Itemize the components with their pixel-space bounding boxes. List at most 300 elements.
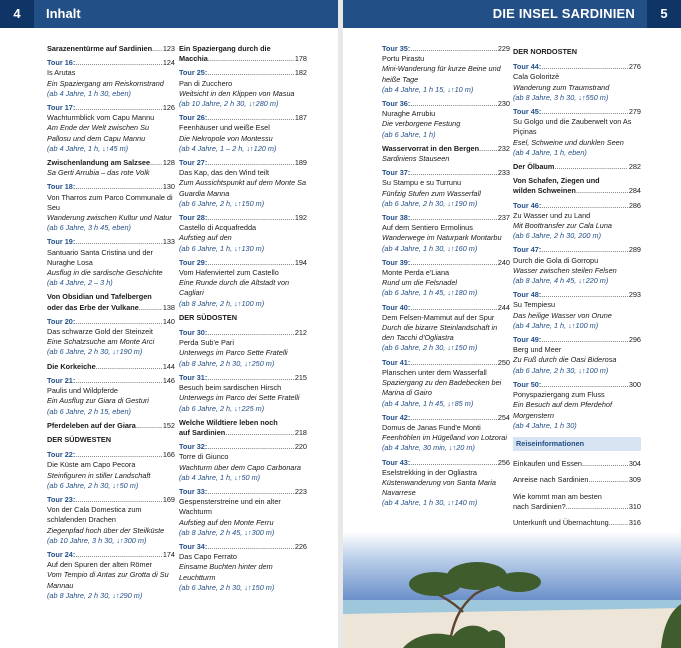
tour-place: Auf dem Sentiero Ermolinus bbox=[382, 223, 473, 233]
dot-leader bbox=[75, 237, 162, 247]
tour-place: Perda Sub'e Pari bbox=[179, 338, 234, 348]
entry-title-line: Welche Wildtiere leben noch bbox=[179, 417, 278, 427]
tour-details: (ab 6 Jahre, 2 h 30, 200 m) bbox=[513, 231, 602, 241]
tour-details: (ab 8 Jahre, 2 h 30, ↓↑290 m) bbox=[47, 590, 143, 600]
toc-label: Tour 32: bbox=[179, 442, 208, 452]
dot-leader bbox=[410, 303, 497, 313]
toc-line bbox=[47, 450, 175, 460]
toc-label: Pferdeleben auf der Giara bbox=[47, 420, 136, 430]
page-ref: 233 bbox=[497, 168, 510, 178]
tour-description: Die Nekropole von Montessu bbox=[179, 133, 273, 143]
toc-label: Tour 18: bbox=[47, 182, 76, 192]
toc-label: Tour 48: bbox=[513, 290, 542, 300]
toc-tour-entry bbox=[513, 245, 641, 286]
toc-label: Tour 20: bbox=[47, 316, 76, 326]
toc-label: Tour 25: bbox=[179, 68, 208, 78]
page-ref: 194 bbox=[294, 257, 307, 267]
toc-label: Tour 39: bbox=[382, 257, 411, 267]
toc-line bbox=[47, 44, 175, 54]
toc-label: Unterkunft und Übernachtung bbox=[513, 517, 609, 527]
dot-leader bbox=[207, 487, 294, 497]
dot-leader bbox=[410, 258, 497, 268]
tour-details: (ab 6 Jahre, 2 h 30, ↓↑100 m) bbox=[513, 365, 609, 375]
dot-leader bbox=[207, 113, 294, 123]
toc-line bbox=[47, 317, 175, 327]
toc-label: Tour 29: bbox=[179, 257, 208, 267]
tour-description: Küstenwanderung von Santa Maria Navarrese bbox=[382, 477, 496, 498]
tour-details: (ab 6 Jahre, 2 h 30, ↓↑150 m) bbox=[382, 343, 478, 353]
toc-entry-line bbox=[179, 418, 307, 438]
toc-entry-line bbox=[179, 44, 307, 64]
tour-description: Aufstieg auf den bbox=[179, 233, 232, 243]
toc-label: Die Korkeiche bbox=[47, 361, 96, 371]
tour-details: (ab 6 Jahre, 2 h 30, ↓↑50 m) bbox=[47, 480, 139, 490]
tour-description: Ein Besuch auf dem Pferdehof Morgenstern bbox=[513, 400, 612, 420]
toc-entry bbox=[179, 418, 307, 438]
tour-description: Wachturm über dem Capo Carbonara bbox=[179, 462, 301, 472]
toc-tour-entry bbox=[47, 58, 175, 99]
toc-tour-entry bbox=[513, 290, 641, 331]
tour-description: Wasser zwischen steilen Felsen bbox=[513, 265, 617, 275]
page-ref: 169 bbox=[162, 494, 175, 504]
dot-leader bbox=[576, 186, 628, 196]
toc-label: wilden Schweinen bbox=[513, 186, 576, 196]
toc-label: Tour 34: bbox=[179, 541, 208, 551]
tour-place: Gespensterstreine und ein alter Wachturm bbox=[179, 497, 281, 517]
toc-column-4 bbox=[513, 44, 641, 567]
toc-line bbox=[179, 258, 307, 268]
dot-leader bbox=[207, 328, 294, 338]
page-ref: 296 bbox=[628, 335, 641, 345]
page-ref: 138 bbox=[162, 302, 175, 312]
tour-details: (ab 6 Jahre, 2 h, ↓↑150 m) bbox=[179, 198, 265, 208]
page-ref: 237 bbox=[497, 213, 510, 223]
tour-description: Die verborgene Festung bbox=[382, 119, 461, 129]
tour-details: (ab 8 Jahre, 4 h 45, ↓↑220 m) bbox=[513, 276, 609, 286]
toc-line bbox=[382, 213, 510, 223]
toc-entry-line bbox=[47, 44, 175, 54]
tour-details: (ab 6 Jahre, 3 h 45, eben) bbox=[47, 223, 131, 233]
toc-line bbox=[179, 442, 307, 452]
tour-description: Unterwegs im Parco Sette Fratelli bbox=[179, 348, 288, 358]
toc-line bbox=[47, 303, 175, 313]
toc-line bbox=[513, 502, 641, 512]
page-ref: 300 bbox=[628, 379, 641, 389]
page-ref: 310 bbox=[628, 501, 641, 511]
tour-place: Su Stampu e su Turrunu bbox=[382, 178, 462, 188]
dot-leader bbox=[541, 107, 628, 117]
toc-column-3 bbox=[382, 44, 510, 513]
page-ref: 316 bbox=[628, 517, 641, 527]
toc-label: Tour 19: bbox=[47, 237, 76, 247]
dot-leader bbox=[136, 421, 162, 431]
region-heading: DER SÜDOSTEN bbox=[179, 312, 237, 322]
toc-line bbox=[179, 487, 307, 497]
toc-tour-entry bbox=[47, 103, 175, 154]
toc-tour-entry bbox=[382, 413, 510, 454]
tour-place: Von Tharros zum Parco Communale di Seu bbox=[47, 192, 173, 212]
toc-tour-entry bbox=[179, 158, 307, 209]
toc-line bbox=[382, 258, 510, 268]
dot-leader bbox=[207, 442, 294, 452]
tour-place: Berg und Meer bbox=[513, 345, 562, 355]
dot-leader bbox=[410, 413, 497, 423]
dot-leader bbox=[75, 103, 162, 113]
toc-tour-entry bbox=[382, 303, 510, 354]
tour-place: Cala Goloritzè bbox=[513, 72, 560, 82]
tour-place: Eselstrekking in der Ogliastra bbox=[382, 467, 477, 477]
dot-leader bbox=[75, 376, 162, 386]
toc-label: Tour 42: bbox=[382, 412, 411, 422]
tour-description: Weitsicht in den Klippen von Masua bbox=[179, 88, 295, 98]
tour-description: Mit Boottransfer zur Cala Luna bbox=[513, 221, 612, 231]
page-ref: 182 bbox=[294, 68, 307, 78]
toc-label: Tour 49: bbox=[513, 335, 542, 345]
page-ref: 293 bbox=[628, 290, 641, 300]
page-ref: 284 bbox=[628, 186, 641, 196]
toc-tour-entry bbox=[382, 168, 510, 209]
toc-entry-line bbox=[513, 518, 641, 528]
toc-label: Tour 31: bbox=[179, 372, 208, 382]
tour-place: Santuario Santa Cristina und der Nuraghe Losa bbox=[47, 247, 153, 267]
page-ref: 192 bbox=[294, 213, 307, 223]
dot-leader bbox=[582, 459, 628, 469]
dot-leader bbox=[139, 303, 162, 313]
page-ref: 232 bbox=[497, 143, 510, 153]
tour-place: Zu Wasser und zu Land bbox=[513, 210, 591, 220]
dot-leader bbox=[479, 144, 497, 154]
page-ref: 174 bbox=[162, 549, 175, 559]
toc-tour-entry bbox=[513, 62, 641, 103]
dot-leader bbox=[566, 502, 628, 512]
tour-place: Das Kap, das den Wind teilt bbox=[179, 168, 270, 178]
toc-label: nach Sardinien? bbox=[513, 501, 566, 511]
tour-place: Durch die Gola di Gorropu bbox=[513, 255, 599, 265]
tour-description: Feenhöhlen im Hügelland von Lotzorai bbox=[382, 433, 507, 443]
tour-place: Vom Hafenviertel zum Castello bbox=[179, 268, 279, 278]
toc-label: Tour 37: bbox=[382, 168, 411, 178]
page-ref: 276 bbox=[628, 62, 641, 72]
tree-canopy-mid bbox=[447, 562, 507, 590]
toc-line bbox=[513, 475, 641, 485]
page-ref: 124 bbox=[162, 58, 175, 68]
tour-description: Ein Spaziergang am Reiskornstrand bbox=[47, 78, 164, 88]
beach-scene-illustration bbox=[343, 532, 681, 648]
page-ref: 126 bbox=[162, 103, 175, 113]
toc-label: Tour 27: bbox=[179, 158, 208, 168]
tour-place: Is Arutas bbox=[47, 68, 76, 78]
page-ref: 123 bbox=[162, 44, 175, 53]
tour-place: Das schwarze Gold der Steinzeit bbox=[47, 327, 153, 337]
toc-label: Tour 23: bbox=[47, 494, 76, 504]
toc-column-2 bbox=[179, 44, 307, 597]
entry-title-line: Ein Spaziergang durch die bbox=[179, 44, 271, 53]
toc-line bbox=[179, 373, 307, 383]
toc-tour-entry bbox=[47, 182, 175, 233]
tour-details: (ab 4 Jahre, 30 min, ↓↑20 m) bbox=[382, 443, 475, 453]
toc-line bbox=[382, 458, 510, 468]
toc-label: Tour 33: bbox=[179, 486, 208, 496]
toc-line bbox=[47, 495, 175, 505]
toc-tour-entry bbox=[382, 458, 510, 509]
toc-entry-line bbox=[47, 362, 175, 372]
toc-label: Macchia bbox=[179, 54, 208, 64]
tour-details: (ab 10 Jahre, 2 h 30, ↓↑280 m) bbox=[179, 99, 279, 109]
toc-line bbox=[382, 303, 510, 313]
toc-tour-entry bbox=[47, 237, 175, 288]
toc-line bbox=[179, 428, 307, 438]
dot-leader bbox=[75, 495, 162, 505]
travel-info-heading: Reiseinformationen bbox=[513, 437, 641, 451]
page-ref: 250 bbox=[497, 357, 510, 367]
tour-description: Aufstieg auf den Monte Ferru bbox=[179, 517, 274, 527]
toc-entry-line bbox=[513, 492, 641, 512]
toc-tour-entry bbox=[179, 487, 307, 538]
toc-label: Tour 16: bbox=[47, 58, 76, 68]
dot-leader bbox=[75, 550, 162, 560]
toc-entry bbox=[47, 44, 175, 54]
page-ref: 220 bbox=[294, 442, 307, 452]
dot-leader bbox=[410, 168, 497, 178]
toc-line bbox=[47, 376, 175, 386]
tour-description: Zum Aussichtspunkt auf dem Monte Sa Guardia Manna bbox=[179, 178, 307, 198]
toc-line bbox=[47, 550, 175, 560]
left-page-header bbox=[0, 0, 338, 28]
tour-description: Esel, Schweine und dunklen Seen bbox=[513, 137, 624, 147]
dot-leader bbox=[207, 542, 294, 552]
tour-details: (ab 4 Jahre, 1 h 45, ↓↑85 m) bbox=[382, 398, 474, 408]
toc-tour-entry bbox=[47, 450, 175, 491]
sand bbox=[343, 608, 681, 648]
toc-tour-entry bbox=[179, 113, 307, 154]
toc-line bbox=[513, 107, 641, 117]
toc-tour-entry bbox=[47, 550, 175, 601]
toc-label: Tour 38: bbox=[382, 213, 411, 223]
tour-place: Dem Felsen-Mammut auf der Spur bbox=[382, 312, 495, 322]
toc-line bbox=[47, 158, 175, 168]
dot-leader bbox=[541, 335, 628, 345]
page-ref: 304 bbox=[628, 459, 641, 469]
toc-tour-entry bbox=[47, 376, 175, 417]
toc-label: Tour 47: bbox=[513, 245, 542, 255]
toc-line bbox=[179, 328, 307, 338]
dot-leader bbox=[410, 458, 497, 468]
toc-label: Tour 35: bbox=[382, 44, 411, 53]
left-page-title: Inhalt bbox=[46, 6, 81, 21]
tour-place: Die Küste am Capo Pecora bbox=[47, 460, 136, 470]
toc-line bbox=[382, 99, 510, 109]
toc-tour-entry bbox=[513, 335, 641, 376]
page-ref: 212 bbox=[294, 328, 307, 338]
toc-feature-entry bbox=[382, 144, 510, 164]
toc-label: Tour 22: bbox=[47, 450, 76, 460]
page-ref: 215 bbox=[294, 372, 307, 382]
dot-leader bbox=[541, 290, 628, 300]
toc-label: Sarazenentürme auf Sardinien bbox=[47, 44, 153, 53]
toc-tour-entry bbox=[382, 358, 510, 409]
toc-label: Tour 28: bbox=[179, 213, 208, 223]
toc-entry-line bbox=[513, 475, 641, 485]
toc-line bbox=[513, 380, 641, 390]
dot-leader bbox=[75, 182, 162, 192]
toc-line bbox=[179, 158, 307, 168]
left-page-number: 4 bbox=[0, 0, 34, 28]
page-ref: 152 bbox=[162, 420, 175, 430]
toc-label: Tour 40: bbox=[382, 302, 411, 312]
tour-details: (ab 4 Jahre, 1 h, eben) bbox=[513, 147, 587, 157]
toc-label: Tour 44: bbox=[513, 62, 542, 72]
page-ref: 166 bbox=[162, 450, 175, 460]
tour-details: (ab 6 Jahre, 2 h 30, ↓↑190 m) bbox=[47, 347, 143, 357]
toc-column-1 bbox=[47, 44, 175, 605]
toc-entry bbox=[179, 44, 307, 64]
toc-label: Tour 46: bbox=[513, 200, 542, 210]
page-ref: 279 bbox=[628, 107, 641, 117]
page-ref: 223 bbox=[294, 486, 307, 496]
tour-place: Nuraghe Arrubiu bbox=[382, 109, 436, 119]
tour-description: Fünfzig Stufen zum Wasserfall bbox=[382, 188, 481, 198]
tour-details: (ab 8 Jahre, 3 h 30, ↓↑550 m) bbox=[513, 92, 609, 102]
toc-line bbox=[382, 413, 510, 423]
tour-description: Einsame Buchten hinter dem Leuchtturm bbox=[179, 562, 273, 582]
toc-line bbox=[513, 62, 641, 72]
toc-entry bbox=[513, 475, 641, 485]
tour-place: Feenhäuser und weiße Esel bbox=[179, 123, 270, 133]
dot-leader bbox=[75, 317, 162, 327]
dot-leader bbox=[410, 213, 497, 223]
entry-title-line: Von Obsidian und Tafelbergen bbox=[47, 292, 152, 302]
dot-leader bbox=[207, 258, 294, 268]
tour-description: Eine Runde durch die Altstadt von Cagliari bbox=[179, 278, 290, 298]
toc-line bbox=[513, 201, 641, 211]
dot-leader bbox=[207, 213, 294, 223]
toc-feature-entry bbox=[47, 158, 175, 178]
toc-line bbox=[513, 186, 641, 196]
toc-line bbox=[513, 162, 641, 172]
tour-description: Rund um die Felsnadel bbox=[382, 278, 458, 288]
tour-details: (ab 6 Jahre, 2 h 15, eben) bbox=[47, 406, 131, 416]
toc-line bbox=[47, 58, 175, 68]
toc-entry-line bbox=[47, 421, 175, 431]
toc-label: Wasservorrat in den Bergen bbox=[382, 143, 480, 153]
toc-line bbox=[179, 54, 307, 64]
toc-tour-entry bbox=[179, 373, 307, 414]
toc-line bbox=[179, 542, 307, 552]
tour-place: Su Tempiesu bbox=[513, 300, 556, 310]
tour-details: (ab 4 Jahre, 1 h 30) bbox=[513, 420, 577, 430]
tour-place: Besuch beim sardischen Hirsch bbox=[179, 383, 282, 393]
right-page-number: 5 bbox=[647, 0, 681, 28]
toc-label: Tour 43: bbox=[382, 457, 411, 467]
dot-leader bbox=[541, 380, 628, 390]
page-ref: 256 bbox=[497, 457, 510, 467]
dot-leader bbox=[150, 158, 162, 168]
tour-place: Portu Pirastu bbox=[382, 54, 425, 64]
toc-line bbox=[47, 103, 175, 113]
toc-entry bbox=[47, 292, 175, 312]
tour-description: Ausflug in die sardische Geschichte bbox=[47, 268, 163, 278]
tour-place: Paulis und Wildpferde bbox=[47, 386, 118, 396]
tour-description: Durch die bizarre Steinlandschaft in den Tacchi d'Ogliastra bbox=[382, 323, 498, 343]
dot-leader bbox=[225, 428, 294, 438]
right-page-header bbox=[343, 0, 681, 28]
toc-line bbox=[382, 358, 510, 368]
toc-label: Tour 21: bbox=[47, 375, 76, 385]
tour-details: (ab 4 Jahre, 1 h, ↓↑50 m) bbox=[179, 472, 261, 482]
tour-details: (ab 4 Jahre, 1 h, ↓↑45 m) bbox=[47, 143, 129, 153]
tour-details: (ab 4 Jahre, 1 h, ↓↑100 m) bbox=[513, 320, 599, 330]
dot-leader bbox=[207, 373, 294, 383]
toc-label: Zwischenlandung am Salzsee bbox=[47, 158, 150, 168]
page-ref: 286 bbox=[628, 200, 641, 210]
dot-leader bbox=[207, 68, 294, 78]
tour-details: (ab 8 Jahre, 2 h, ↓↑100 m) bbox=[179, 298, 265, 308]
tour-place: Castello di Acquafredda bbox=[179, 223, 257, 233]
toc-label: Anreise nach Sardinien bbox=[513, 475, 589, 485]
toc-entry-line bbox=[513, 162, 641, 172]
toc-line bbox=[513, 518, 641, 528]
tour-place: Auf den Spuren der alten Römer bbox=[47, 560, 153, 570]
tour-description: Ziegenpfad hoch über der Steilküste bbox=[47, 525, 165, 535]
toc-line bbox=[382, 44, 510, 54]
toc-tour-entry bbox=[47, 495, 175, 546]
toc-label: Der Ölbaum bbox=[513, 162, 555, 172]
tour-details: (ab 6 Jahre, 2 h 30, ↓↑190 m) bbox=[382, 198, 478, 208]
tour-details: (ab 8 Jahre, 2 h 45, ↓↑300 m) bbox=[179, 527, 275, 537]
tour-place: Monte Perda e'Liana bbox=[382, 268, 450, 278]
toc-label: Tour 17: bbox=[47, 103, 76, 113]
tour-description: Unterwegs im Parco dei Sette Fratelli bbox=[179, 393, 300, 403]
toc-line bbox=[47, 362, 175, 372]
feature-subtitle: Sa Gerti Arrubia – das rote Volk bbox=[47, 168, 150, 178]
toc-label: Tour 36: bbox=[382, 99, 411, 109]
toc-entry bbox=[513, 176, 641, 196]
page-ref: 282 bbox=[628, 162, 641, 172]
tree-canopy-right bbox=[497, 572, 541, 592]
toc-tour-entry bbox=[179, 68, 307, 109]
sky bbox=[343, 532, 681, 606]
tour-details: (ab 6 Jahre, 1 h 45, ↓↑180 m) bbox=[382, 288, 478, 298]
toc-label: Tour 50: bbox=[513, 379, 542, 389]
tour-place: Das Capo Ferrato bbox=[179, 552, 237, 562]
tour-description: Zu Fuß durch die Oasi Biderosa bbox=[513, 355, 617, 365]
page-ref: 146 bbox=[162, 375, 175, 385]
dot-leader bbox=[588, 475, 627, 485]
tour-details: (ab 4 Jahre, 1 h 30, ↓↑140 m) bbox=[382, 498, 478, 508]
toc-entry bbox=[513, 459, 641, 469]
page-ref: 178 bbox=[294, 54, 307, 64]
page-ref: 289 bbox=[628, 245, 641, 255]
entry-title-line: Von Schafen, Ziegen und bbox=[513, 176, 600, 186]
tour-place: Su Golgo und die Zauberwelt von As Piçinas bbox=[513, 117, 632, 137]
toc-line bbox=[47, 182, 175, 192]
tour-place: Wachturmblick vom Capu Mannu bbox=[47, 113, 155, 123]
toc-label: auf Sardinien bbox=[179, 427, 226, 437]
dot-leader bbox=[207, 158, 294, 168]
toc-label: Tour 45: bbox=[513, 107, 542, 117]
dot-leader bbox=[554, 162, 627, 172]
toc-tour-entry bbox=[47, 317, 175, 358]
tour-details: (ab 6 Jahre, 1 h) bbox=[382, 129, 436, 139]
toc-line bbox=[513, 335, 641, 345]
dot-leader bbox=[75, 450, 162, 460]
toc-entry bbox=[47, 362, 175, 372]
dot-leader bbox=[152, 44, 162, 54]
toc-tour-entry bbox=[513, 107, 641, 158]
toc-line bbox=[179, 113, 307, 123]
page-ref: 254 bbox=[497, 412, 510, 422]
tour-place: Ponyspaziergang zum Fluss bbox=[513, 390, 605, 400]
